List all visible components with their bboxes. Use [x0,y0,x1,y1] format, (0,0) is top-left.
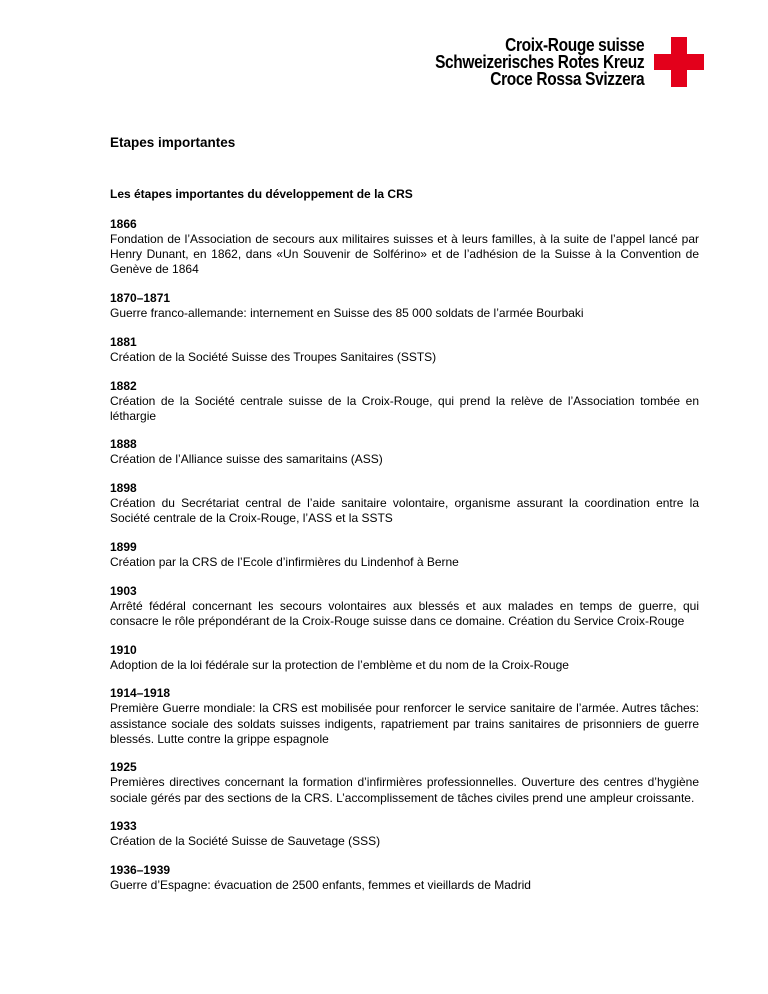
entry-description: Guerre franco-allemande: internement en Suisse des 85 000 soldats de l’armée Bourbaki [110,306,584,321]
timeline-entry [110,481,699,526]
timeline-entry [110,760,699,805]
entry-description: Création de la Société centrale suisse de la Croix-Rouge, qui prend la relève de l’Association tombée en léthargie [110,393,699,423]
entry-year: 1899 [110,540,137,555]
timeline-entry [110,584,699,629]
section-subtitle: Les étapes importantes du développement de la CRS [110,187,413,201]
brand-line-italian: Croce Rossa Svizzera [489,69,644,89]
timeline-entry [110,437,699,467]
entry-year: 1888 [110,437,137,452]
entry-description: Arrêté fédéral concernant les secours volontaires aux blessés et aux malades en temps de guerre, qui consacre le rôle prépondérant de la Croix-Rouge suisse dans ce domaine. Création du Service Croix-Rouge [110,598,699,628]
red-cross-icon [654,37,704,87]
entry-year: 1914–1918 [110,686,171,701]
brand-line-french: Croix-Rouge suisse [504,35,644,55]
timeline-entry [110,335,699,365]
entry-description: Adoption de la loi fédérale sur la protection de l’emblème et du nom de la Croix-Rouge [110,657,569,672]
timeline-list [110,217,699,893]
entry-year: 1882 [110,378,137,393]
entry-year: 1870–1871 [110,291,171,306]
timeline-entry [110,819,699,849]
entry-year: 1903 [110,583,137,598]
timeline-entry [110,863,699,893]
entry-year: 1898 [110,481,137,496]
entry-description: Fondation de l’Association de secours aux militaires suisses et à leurs familles, à la suite de l’appel lancé par Henry Dunant, en 1862, dans «Un Souvenir de Solférino» et de l’adhésion de la Suisse à la Convention de Genève de 1864 [110,232,699,277]
timeline-entry [110,291,699,321]
organization-name [435,37,644,88]
entry-description: Premières directives concernant la formation d’infirmières professionnelles. Ouverture des centres d’hygiène sociale gérés par des sections de la CRS. L’accomplissement de tâches civiles prend une ampleur croissante. [110,775,699,805]
entry-description: Création par la CRS de l’Ecole d’infirmières du Lindenhof à Berne [110,555,459,570]
entry-year: 1925 [110,760,137,775]
entry-description: Création du Secrétariat central de l’aide sanitaire volontaire, organisme assurant la coordination entre la Société centrale de la Croix-Rouge, l’ASS et la SSTS [110,496,699,526]
entry-description: Première Guerre mondiale: la CRS est mobilisée pour renforcer le service sanitaire de l’armée. Autres tâches: assistance sociale des soldats suisses indigents, rapatriement par trains sanitaires de prisonniers de guerre blessés. Lutte contre la grippe espagnole [110,701,699,746]
brand-line-german: Schweizerisches Rotes Kreuz [434,52,644,72]
entry-year: 1933 [110,819,137,834]
timeline-entry [110,540,699,570]
entry-description: Création de l’Alliance suisse des samaritains (ASS) [110,452,383,467]
timeline-entry [110,379,699,424]
entry-description: Guerre d’Espagne: évacuation de 2500 enfants, femmes et vieillards de Madrid [110,878,531,893]
entry-description: Création de la Société Suisse de Sauvetage (SSS) [110,834,381,849]
page-title: Etapes importantes [110,135,236,150]
page-header [0,37,768,93]
entry-year: 1881 [110,334,137,349]
entry-year: 1936–1939 [110,863,171,878]
entry-description: Création de la Société Suisse des Troupes Sanitaires (SSTS) [110,349,437,364]
timeline-entry [110,643,699,673]
entry-year: 1910 [110,642,137,657]
timeline-entry [110,686,699,747]
timeline-entry [110,217,699,278]
document-body [110,134,699,907]
entry-year: 1866 [110,217,137,231]
